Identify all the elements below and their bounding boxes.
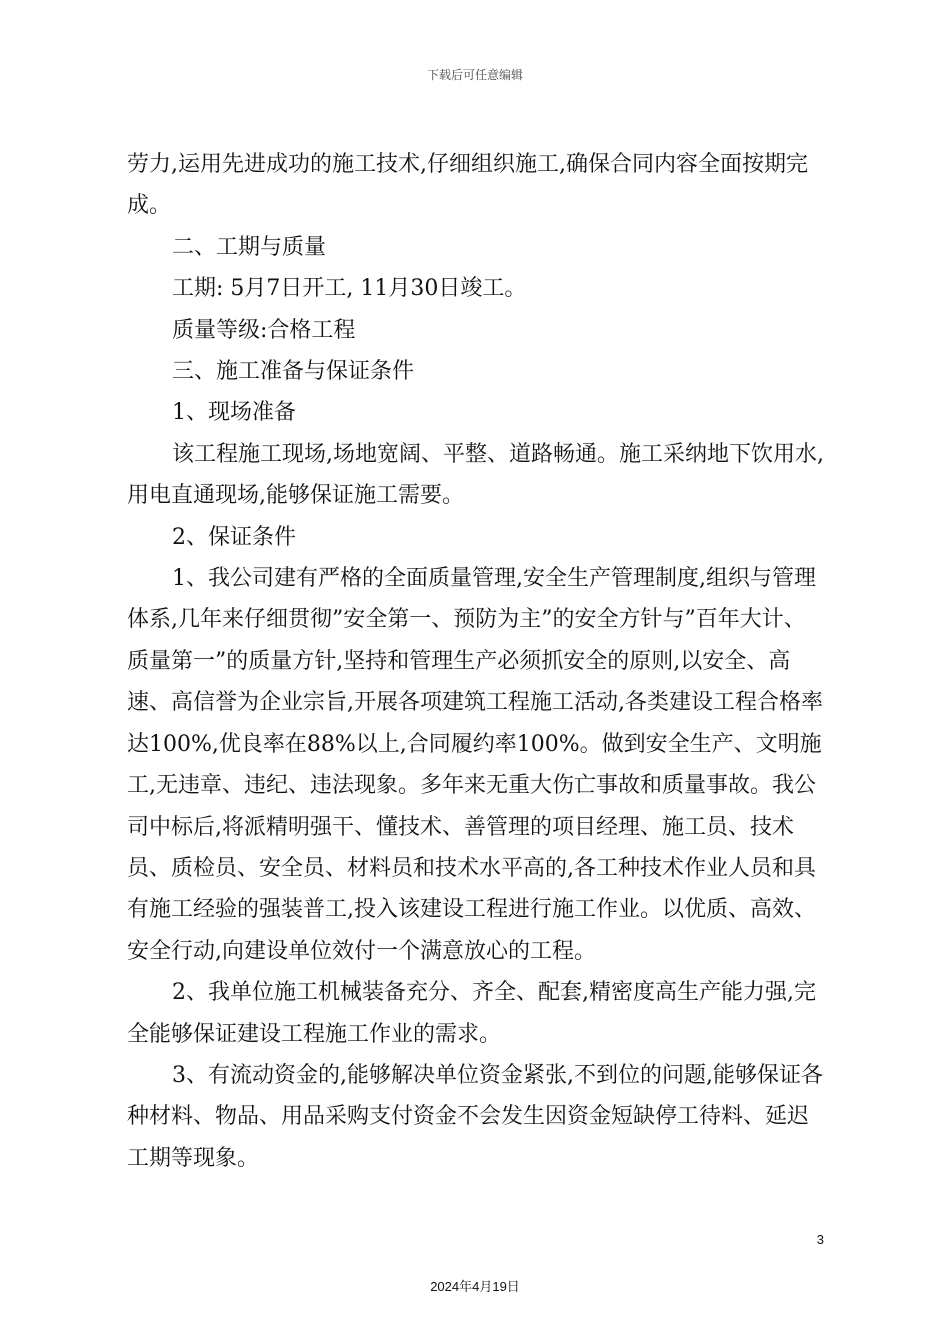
paragraph-1: 劳力,运用先进成功的施工技术,仔细组织施工,确保合同内容全面按期完成。 xyxy=(127,152,808,219)
body-text xyxy=(127,144,827,1179)
footer-date: 2024年4月19日 xyxy=(430,1279,520,1294)
paragraph-11: 3、有流动资金的,能够解决单位资金紧张,不到位的问题,能够保证各种材料、物品、用品采购支付资金不会发生因资金短缺停工待料、延迟工期等现象。 xyxy=(127,1062,823,1171)
paragraph-2: 二、工期与质量 xyxy=(172,234,327,260)
paragraph-9: 1、我公司建有严格的全面质量管理,安全生产管理制度,组织与管理体系,几年来仔细贯彻”安全第一、预防为主”的安全方针与”百年大计、质量第一”的质量方针,坚持和管理生产必须抓安全的原则,以安全、高速、高信誉为企业宗旨,开展各项建筑工程施工活动,各类建设工程合格率达100%,优良率在88%以上,合同履约率100%。做到安全生产、文明施工,无违章、违纪、违法现象。多年来无重大伤亡事故和质量事故。我公司中标后,将派精明强干、懂技术、善管理的项目经理、施工员、技术员、质检员、安全员、材料员和技术水平高的,各工种技术作业人员和具有施工经验的强装普工,投入该建设工程进行施工作业。以优质、高效、安全行动,向建设单位效付一个满意放心的工程。 xyxy=(127,566,823,964)
paragraph-6: 1、现场准备 xyxy=(172,400,296,426)
paragraph-7: 该工程施工现场,场地宽阔、平整、道路畅通。施工采纳地下饮用水,用电直通现场,能够保证施工需要。 xyxy=(127,441,824,509)
paragraph-5: 三、施工准备与保证条件 xyxy=(172,359,415,385)
paragraph-8: 2、保证条件 xyxy=(172,524,296,550)
paragraph-10: 2、我单位施工机械装备充分、齐全、配套,精密度高生产能力强,完全能够保证建设工程施工作业的需求。 xyxy=(127,980,816,1047)
header-note: 下载后可任意编辑 xyxy=(426,68,523,82)
paragraph-3: 工期: 5月7日开工, 11月30日竣工。 xyxy=(172,276,527,302)
page-number: 3 xyxy=(816,1232,824,1247)
paragraph-4: 质量等级:合格工程 xyxy=(172,317,356,343)
